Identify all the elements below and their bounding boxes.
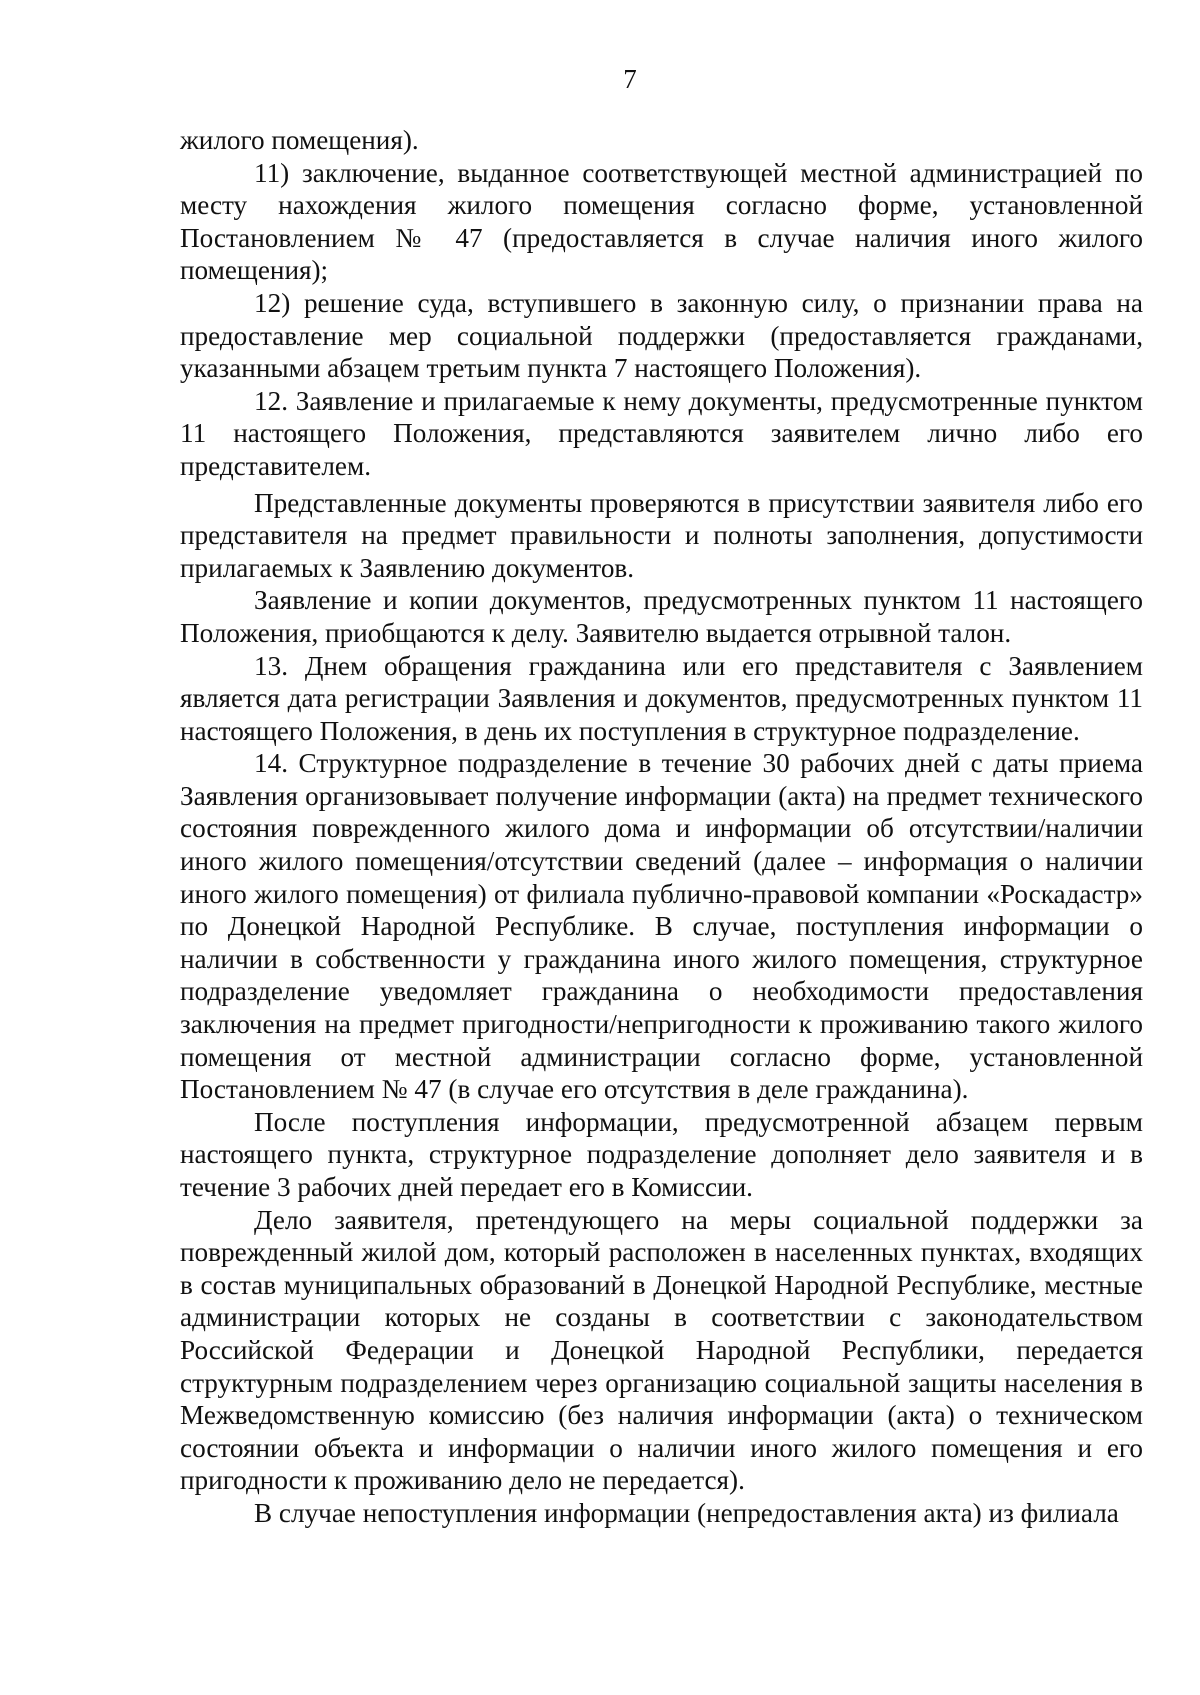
- page-number: 7: [623, 64, 637, 94]
- paragraph-copies: Заявление и копии документов, предусмотренных пунктом 11 настоящего Положения, приобщаются к делу. Заявителю выдается отрывной талон.: [180, 585, 1143, 648]
- paragraph-continuation: жилого помещения).: [180, 125, 419, 155]
- clause-12: 12. Заявление и прилагаемые к нему документы, предусмотренные пунктом 11 настоящего Положения, представляются заявителем лично либо его представителем.: [180, 385, 1143, 481]
- clause-13: 13. Днем обращения гражданина или его представителя с Заявлением является дата регистрации Заявления и документов, предусмотренных пунктом 11 настоящего Положения, в день их поступления в структурное подразделение.: [180, 650, 1143, 746]
- paragraph-after-info: После поступления информации, предусмотренной абзацем первым настоящего пункта, структурное подразделение дополняет дело заявителя и в течение 3 рабочих дней передает его в Комиссии.: [180, 1106, 1143, 1202]
- paragraph-applicant-case: Дело заявителя, претендующего на меры социальной поддержки за поврежденный жилой дом, который расположен в населенных пунктах, входящих в состав муниципальных образований в Донецкой Народной Республике, местные администрации которых не созданы в соответствии с законодательством Российской Федерации и Донецкой Народной Республики, передается структурным подразделением через организацию социальной защиты населения в Межведомственную комиссию (без наличия информации (акта) о техническом состоянии объекта и информации о наличии иного жилого помещения и его пригодности к проживанию дело не передается).: [180, 1204, 1143, 1496]
- list-item-12: 12) решение суда, вступившего в законную силу, о признании права на предоставление мер социальной поддержки (предоставляется гражданами, указанными абзацем третьим пункта 7 настоящего Положения).: [180, 287, 1143, 384]
- document-body: [180, 124, 1143, 1530]
- paragraph-document-check: Представленные документы проверяются в присутствии заявителя либо его представителя на предмет правильности и полноты заполнения, допустимости прилагаемых к Заявлению документов.: [180, 487, 1143, 583]
- list-item-11: 11) заключение, выданное соответствующей местной администрацией по месту нахождения жилого помещения согласно форме, установленной Постановлением № 47 (предоставляется в случае наличия иного жилого помещения);: [180, 157, 1143, 286]
- paragraph-non-receipt: В случае непоступления информации (непредоставления акта) из филиала: [254, 1497, 1119, 1528]
- clause-14: 14. Структурное подразделение в течение 30 рабочих дней с даты приема Заявления организовывает получение информации (акта) на предмет технического состояния поврежденного жилого дома и информации об отсутствии/наличии иного жилого помещения/отсутствии сведений (далее – информация о наличии иного жилого помещения) от филиала публично-правовой компании «Роскадастр» по Донецкой Народной Республике. В случае, поступления информации о наличии в собственности у гражданина иного жилого помещения, структурное подразделение уведомляет гражданина о необходимости предоставления заключения на предмет пригодности/непригодности к проживанию такого жилого помещения от местной администрации согласно форме, установленной Постановлением № 47 (в случае его отсутствия в деле гражданина).: [180, 748, 1143, 1105]
